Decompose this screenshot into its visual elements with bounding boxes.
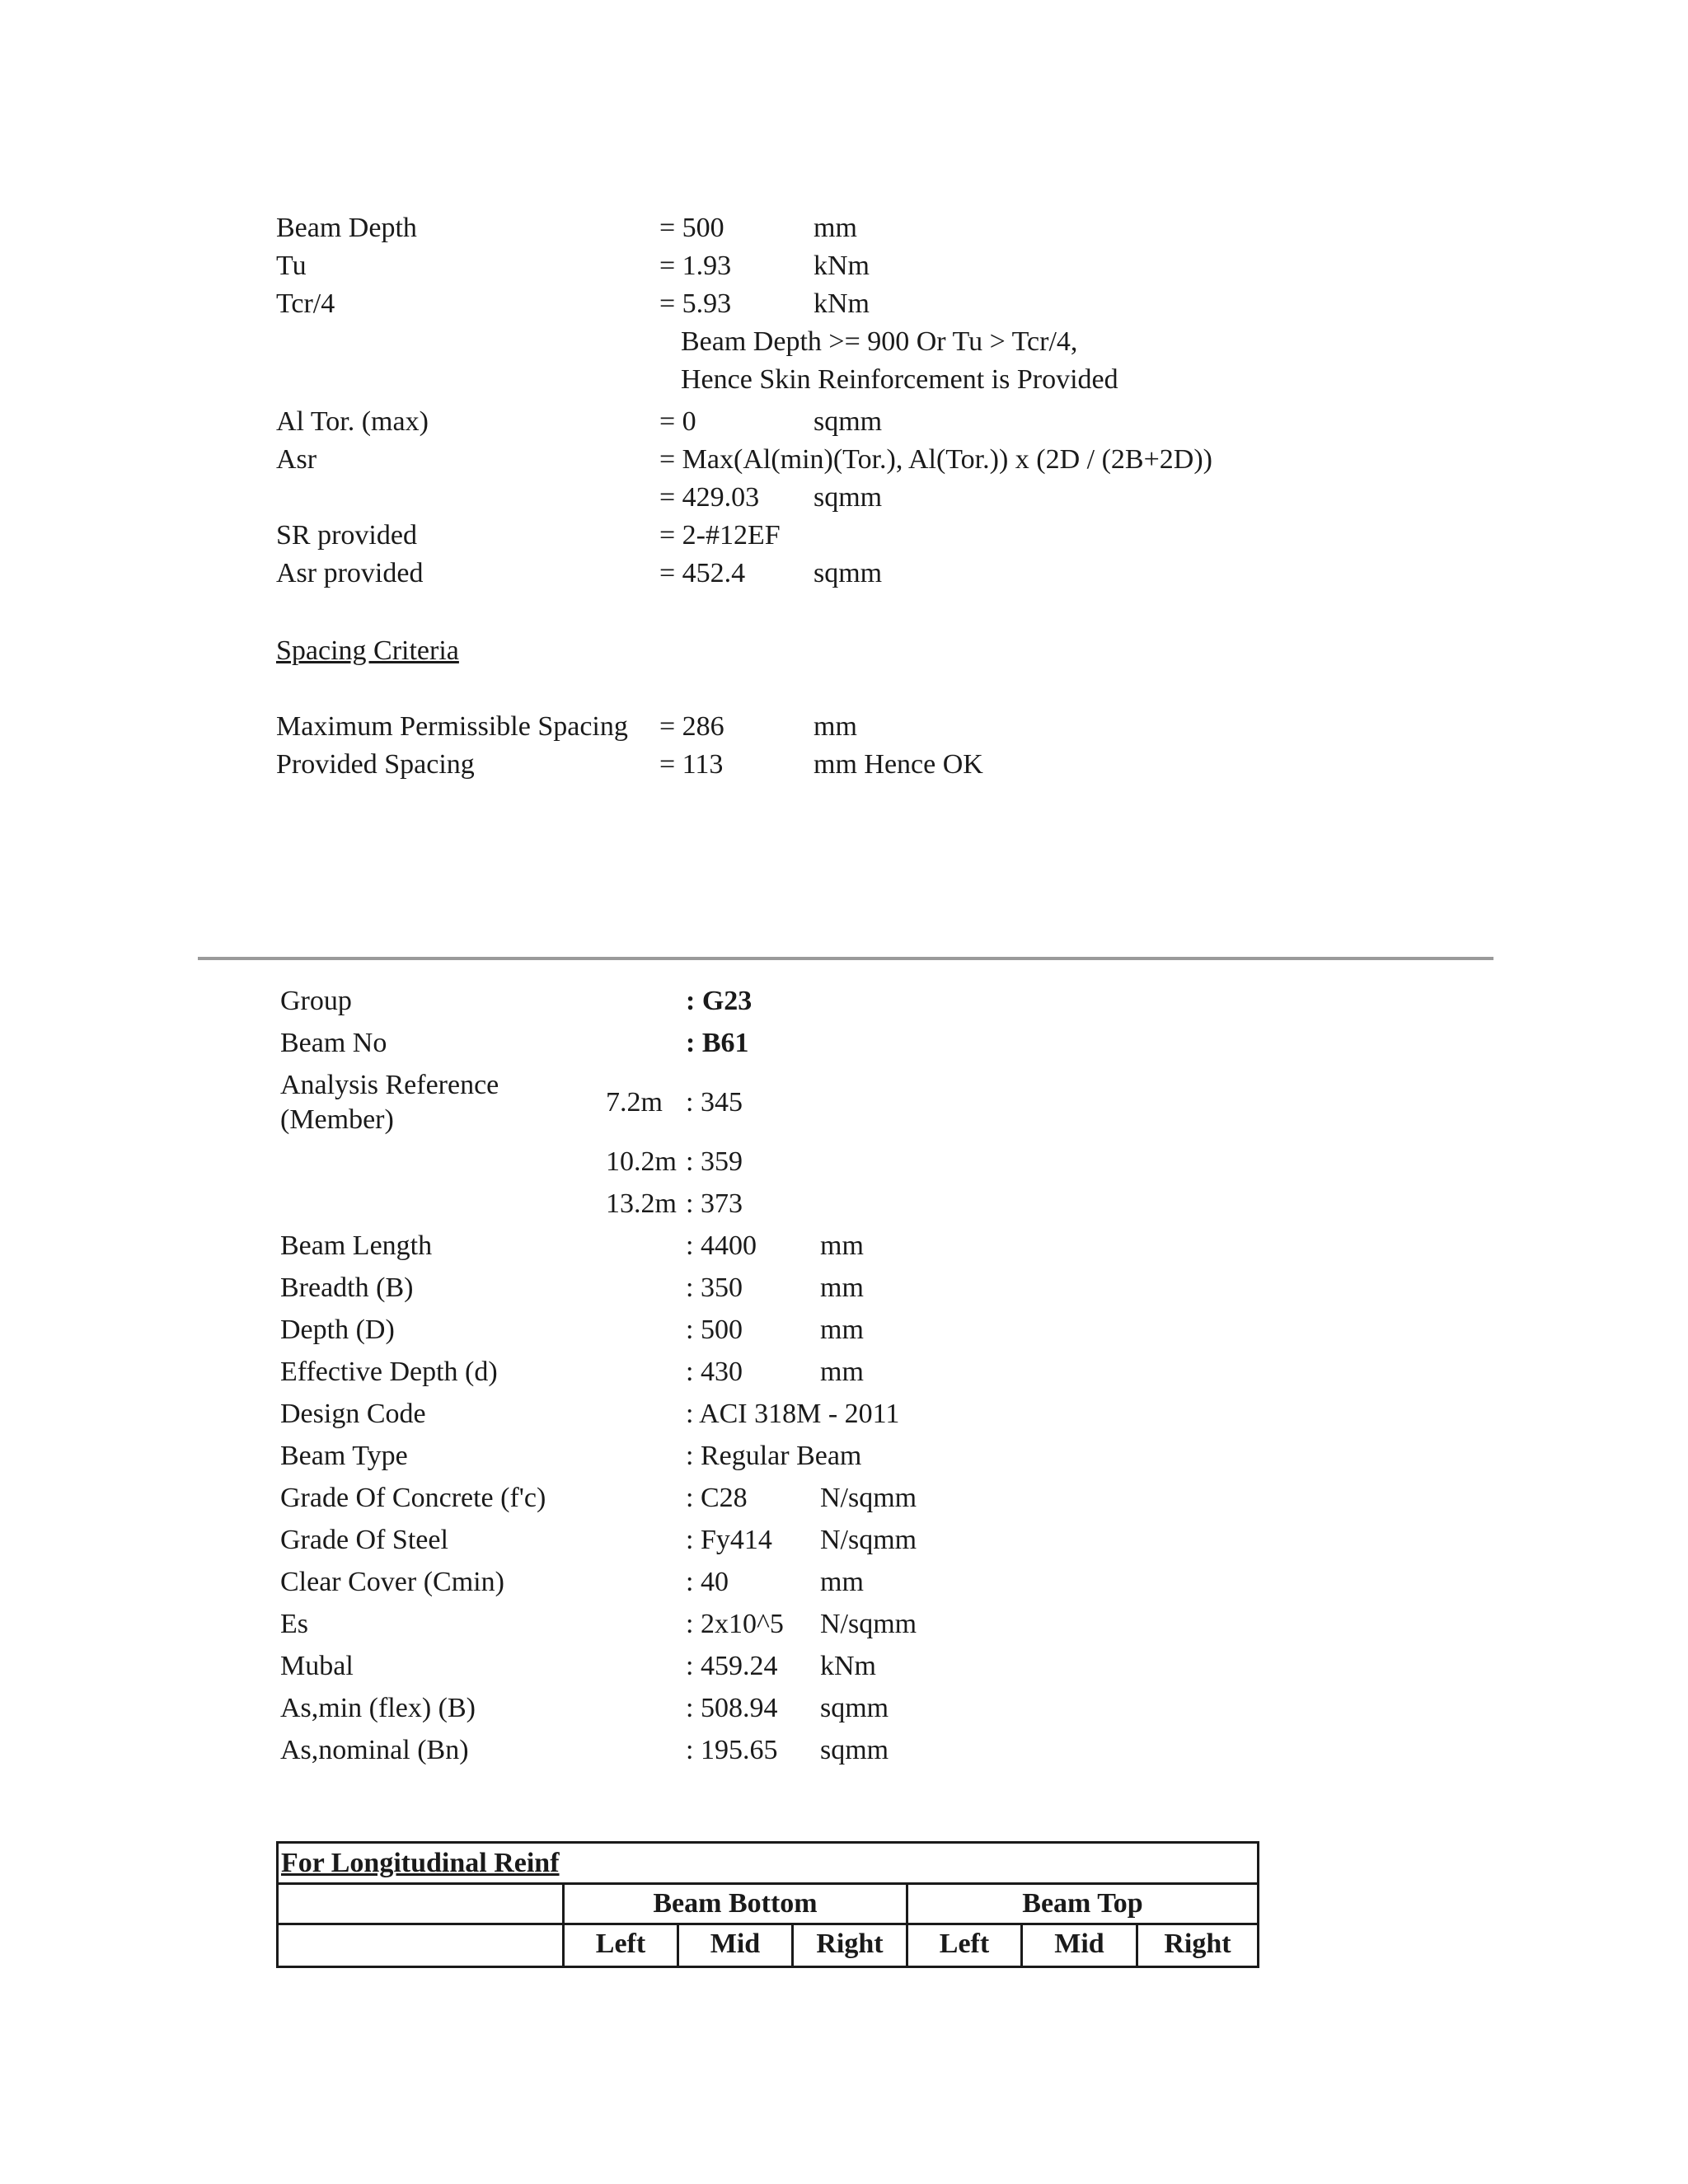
beam-bottom-header: Beam Bottom: [653, 1888, 818, 1919]
prop-value: : 40: [686, 1567, 729, 1597]
al-tor-value: = 0: [659, 406, 696, 437]
prop-value: : 4400: [686, 1230, 757, 1261]
prop-label: Grade Of Concrete (f'c): [280, 1483, 546, 1513]
prop-unit: N/sqmm: [820, 1609, 917, 1639]
prop-label: Mubal: [280, 1651, 354, 1681]
prop-unit: N/sqmm: [820, 1483, 917, 1513]
analysis-ref-value: : 345: [686, 1087, 743, 1118]
tu-label: Tu: [276, 251, 307, 281]
asr-formula: = Max(Al(min)(Tor.), Al(Tor.)) x (2D / (2B+2D)): [659, 444, 1212, 475]
asr-provided-label: Asr provided: [276, 558, 424, 588]
asr-provided-unit: sqmm: [814, 558, 883, 588]
beam-no-value: : B61: [686, 1028, 749, 1058]
analysis-ref-value: : 359: [686, 1146, 743, 1177]
analysis-ref-label-1: Analysis Reference: [280, 1070, 499, 1100]
asr-unit: sqmm: [814, 482, 883, 513]
sr-provided-value: = 2-#12EF: [659, 520, 781, 551]
asr-value: = 429.03: [659, 482, 760, 513]
spacing-heading: Spacing Criteria: [276, 635, 459, 666]
prop-label: Clear Cover (Cmin): [280, 1567, 504, 1597]
prop-value: : 430: [686, 1357, 743, 1387]
prop-label: Breadth (B): [280, 1272, 414, 1303]
group-value: : G23: [686, 986, 753, 1016]
prop-unit: mm: [820, 1567, 864, 1597]
prop-unit: sqmm: [820, 1693, 889, 1723]
condition-line-1: Beam Depth >= 900 Or Tu > Tcr/4,: [681, 326, 1078, 357]
sub-header-left: Left: [939, 1929, 990, 1959]
prop-unit: mm: [820, 1357, 864, 1387]
prop-value: : 2x10^5: [686, 1609, 784, 1639]
longitudinal-reinf-table: [276, 1841, 1259, 1968]
sub-header-mid: Mid: [1054, 1929, 1104, 1959]
prop-label: Es: [280, 1609, 308, 1639]
beam-depth-unit: mm: [814, 213, 857, 243]
prop-unit: mm: [820, 1315, 864, 1345]
prop-value: : 195.65: [686, 1735, 778, 1765]
page-divider: [198, 957, 1493, 960]
al-tor-label: Al Tor. (max): [276, 406, 429, 437]
prop-value: : 500: [686, 1315, 743, 1345]
prop-value: : 508.94: [686, 1693, 778, 1723]
group-label: Group: [280, 986, 352, 1016]
tcr-label: Tcr/4: [276, 288, 335, 319]
analysis-ref-pos: 7.2m: [606, 1087, 663, 1118]
sub-header-mid: Mid: [710, 1929, 761, 1959]
prop-label: As,nominal (Bn): [280, 1735, 469, 1765]
prop-unit: mm: [820, 1272, 864, 1303]
prop-value: : C28: [686, 1483, 748, 1513]
beam-depth-label: Beam Depth: [276, 213, 417, 243]
prop-label: Beam Length: [280, 1230, 433, 1261]
prop-unit: mm: [820, 1230, 864, 1261]
tcr-unit: kNm: [814, 288, 870, 319]
sub-header-left: Left: [595, 1929, 646, 1959]
beam-top-header: Beam Top: [1022, 1888, 1143, 1919]
max-spacing-value: = 286: [659, 711, 724, 742]
sub-header-right: Right: [816, 1929, 884, 1959]
provided-spacing-unit: mm Hence OK: [814, 749, 983, 780]
table-rule: [279, 1882, 1257, 1885]
sub-header-right: Right: [1164, 1929, 1231, 1959]
prop-unit: N/sqmm: [820, 1525, 917, 1555]
beam-depth-value: = 500: [659, 213, 724, 243]
beam-no-label: Beam No: [280, 1028, 387, 1058]
prop-label: Grade Of Steel: [280, 1525, 448, 1555]
max-spacing-label: Maximum Permissible Spacing: [276, 711, 628, 742]
provided-spacing-label: Provided Spacing: [276, 749, 475, 780]
tu-value: = 1.93: [659, 251, 732, 281]
tcr-value: = 5.93: [659, 288, 732, 319]
prop-label: Effective Depth (d): [280, 1357, 498, 1387]
asr-label: Asr: [276, 444, 317, 475]
provided-spacing-value: = 113: [659, 749, 724, 780]
analysis-ref-pos: 13.2m: [606, 1188, 677, 1219]
prop-value: : Regular Beam: [686, 1441, 862, 1471]
prop-label: Depth (D): [280, 1315, 395, 1345]
analysis-ref-value: : 373: [686, 1188, 743, 1219]
prop-label: Beam Type: [280, 1441, 408, 1471]
prop-value: : 350: [686, 1272, 743, 1303]
prop-value: : ACI 318M - 2011: [686, 1399, 900, 1429]
prop-value: : 459.24: [686, 1651, 778, 1681]
table-title: For Longitudinal Reinf: [281, 1848, 560, 1878]
prop-label: As,min (flex) (B): [280, 1693, 476, 1723]
asr-provided-value: = 452.4: [659, 558, 746, 588]
condition-line-2: Hence Skin Reinforcement is Provided: [681, 364, 1118, 395]
sr-provided-label: SR provided: [276, 520, 417, 551]
analysis-ref-label-2: (Member): [280, 1104, 394, 1135]
analysis-ref-pos: 10.2m: [606, 1146, 677, 1177]
prop-value: : Fy414: [686, 1525, 772, 1555]
tu-unit: kNm: [814, 251, 870, 281]
table-rule: [279, 1923, 1257, 1925]
al-tor-unit: sqmm: [814, 406, 883, 437]
prop-unit: kNm: [820, 1651, 876, 1681]
prop-unit: sqmm: [820, 1735, 889, 1765]
prop-label: Design Code: [280, 1399, 426, 1429]
max-spacing-unit: mm: [814, 711, 857, 742]
